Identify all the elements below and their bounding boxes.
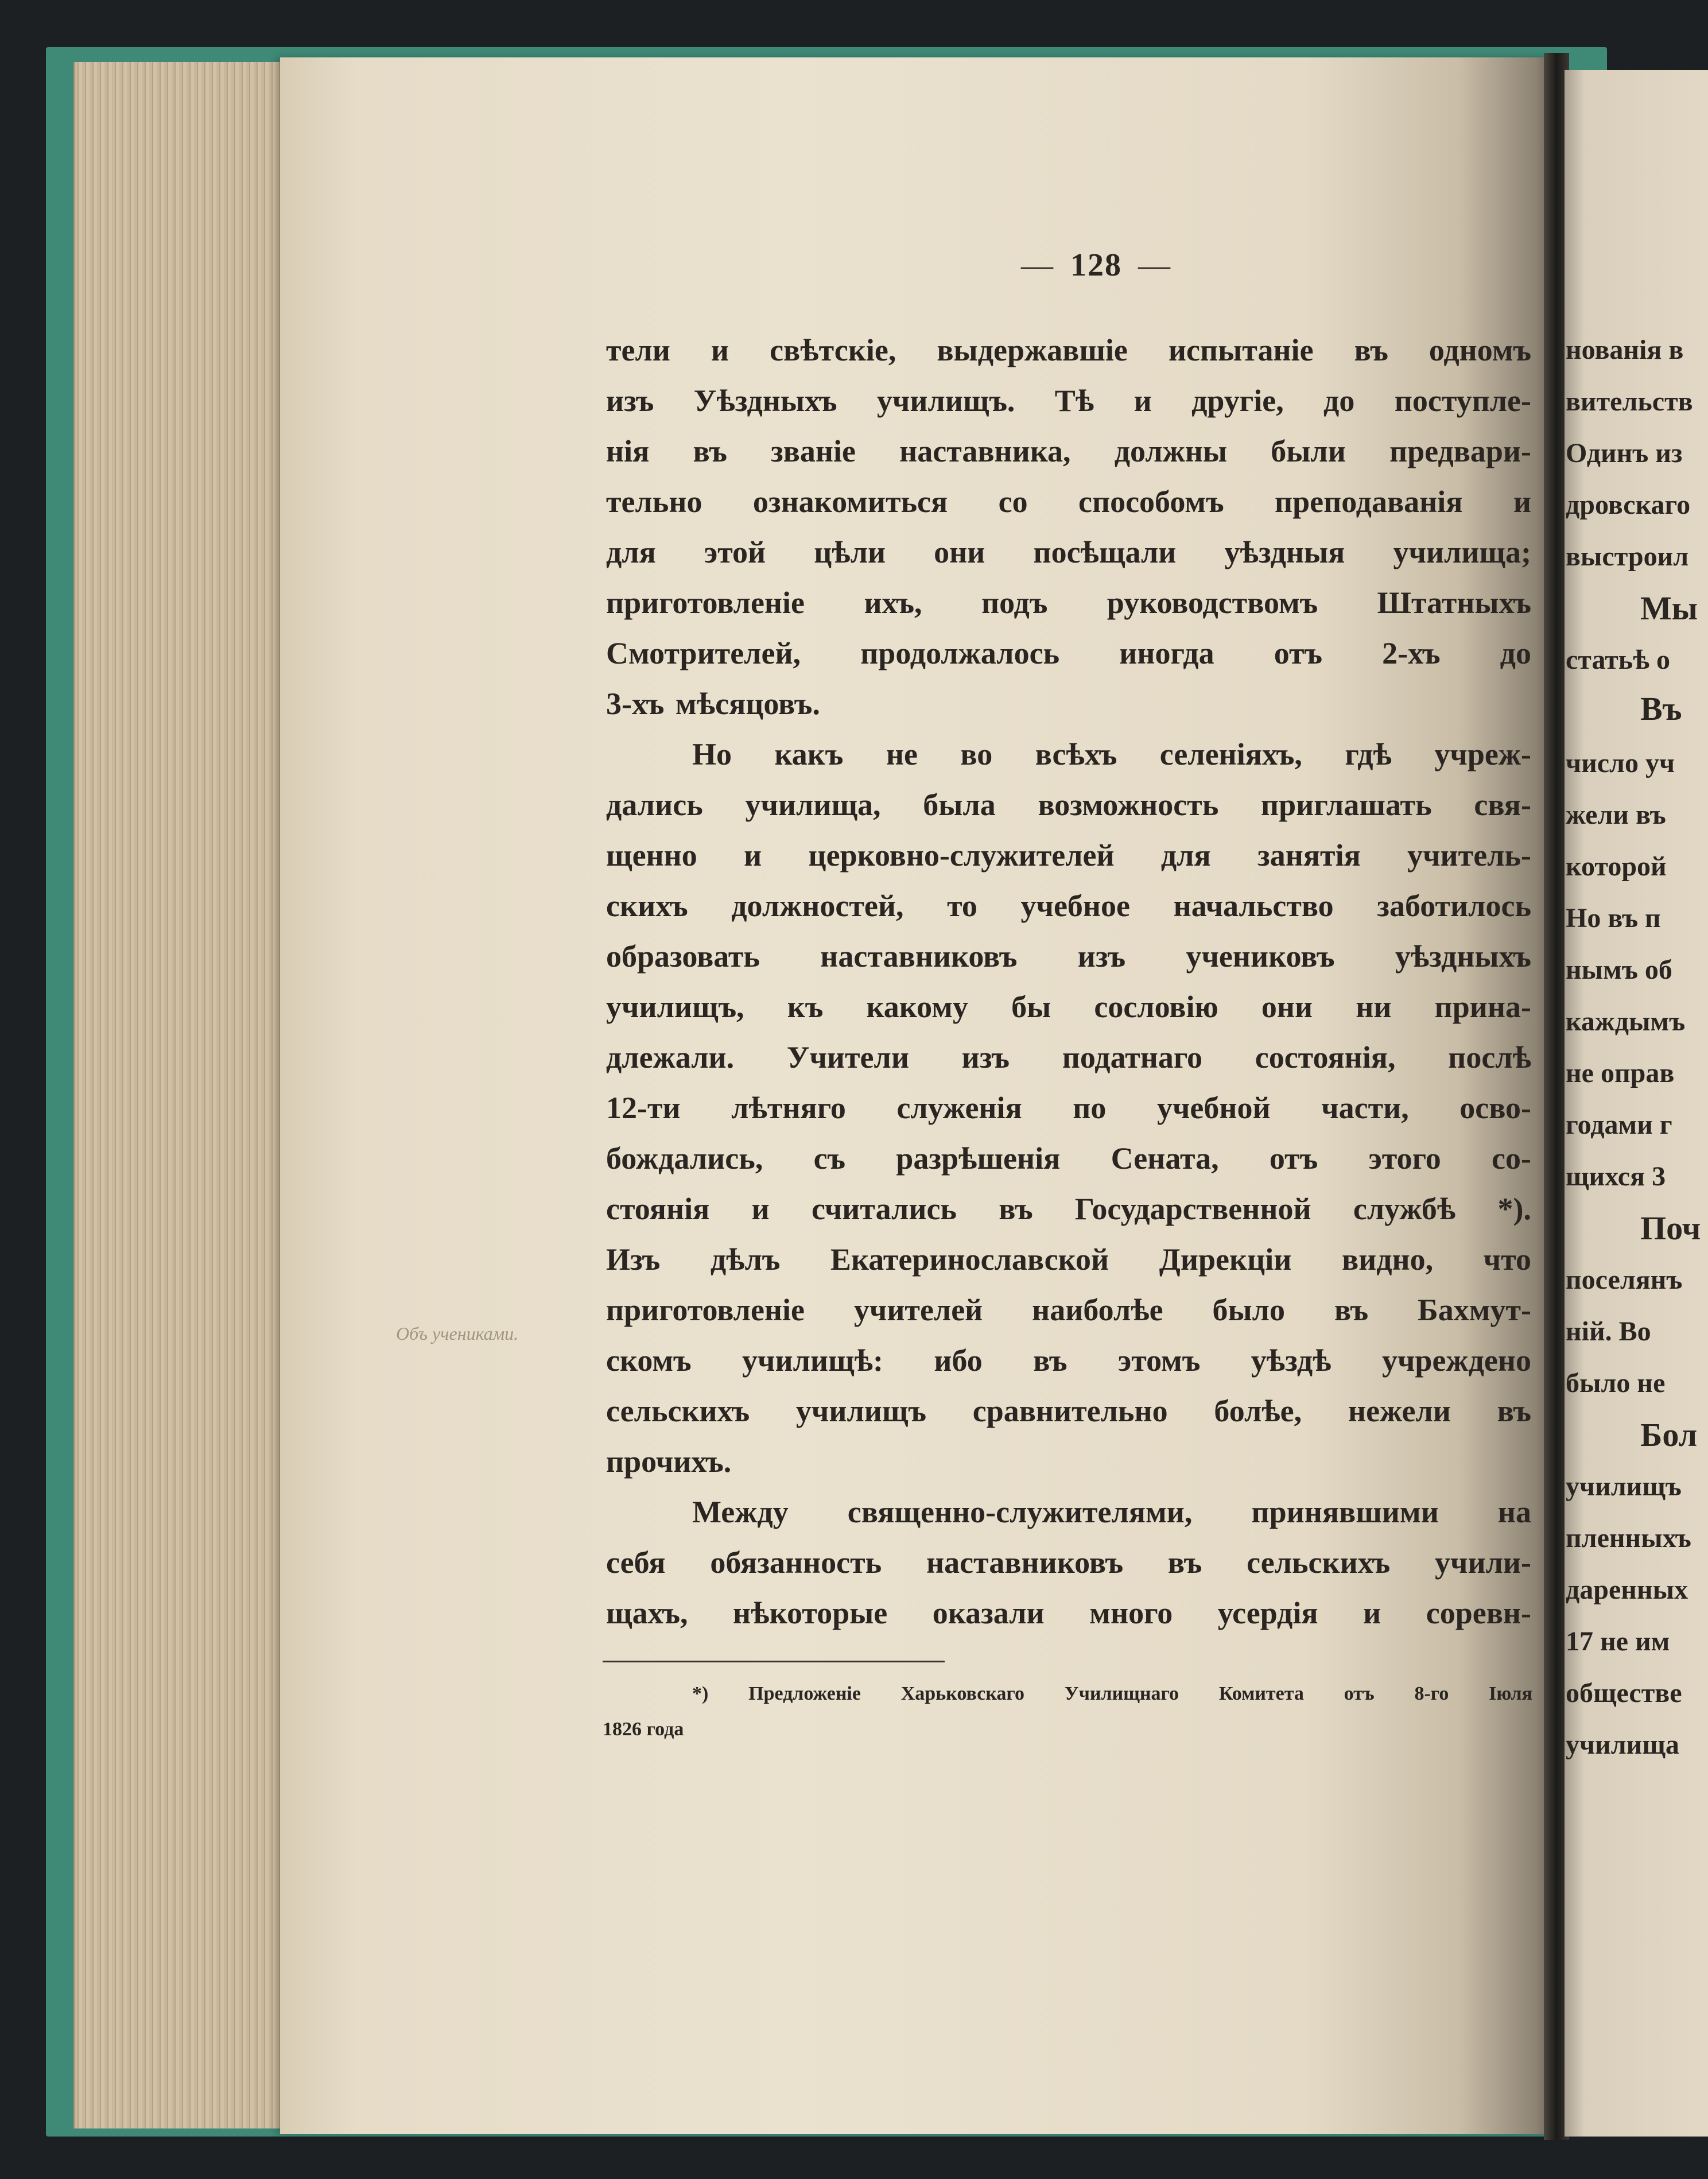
text-line: прочихъ. <box>606 1444 732 1479</box>
right-page-line: училищъ <box>1566 1471 1682 1502</box>
right-page-line: Но въ п <box>1566 903 1661 933</box>
right-page-line: Поч <box>1640 1209 1701 1247</box>
text-line: для этой цѣли они посѣщали уѣздныя училища; <box>606 535 1531 569</box>
page-number: — 128 — <box>1021 247 1171 283</box>
text-line: скихъ должностей, то учебное начальство заботилось <box>606 889 1531 923</box>
text-line: тели и свѣтскіе, выдержавшіе испытаніе въ одномъ <box>606 333 1531 367</box>
right-page-line: нованія в <box>1566 335 1684 365</box>
footnote-divider <box>603 1661 945 1662</box>
text-line: образовать наставниковъ изъ учениковъ уѣздныхъ <box>606 939 1531 974</box>
text-line: изъ Уѣздныхъ училищъ. Тѣ и другіе, до поступле- <box>606 383 1531 418</box>
text-line: училищъ, къ какому бы сословію они ни прина- <box>606 990 1531 1024</box>
right-page-line: не оправ <box>1566 1058 1675 1088</box>
text-line: себя обязанность наставниковъ въ сельскихъ учили- <box>606 1545 1531 1580</box>
right-page-line: поселянъ <box>1566 1265 1683 1295</box>
text-line: длежали. Учители изъ податнаго состоянія, послѣ <box>606 1040 1531 1075</box>
page-number-value: 128 <box>1070 247 1122 283</box>
right-page-line: каждымъ <box>1566 1006 1686 1037</box>
footnote-line: *) Предложеніе Харьковскаго Училищнаго Комитета отъ 8-го Іюля <box>692 1683 1532 1704</box>
right-page-line: Бол <box>1640 1416 1698 1453</box>
right-page-line: Мы <box>1640 590 1698 627</box>
footnote-line: 1826 года <box>603 1719 684 1740</box>
right-page-line: жели въ <box>1566 800 1666 830</box>
text-line: Изъ дѣлъ Екатеринославской Дирекціи видно, что <box>606 1242 1531 1277</box>
right-page-line: Одинъ из <box>1566 438 1683 468</box>
page-edges <box>73 62 293 2128</box>
right-page-line: училища <box>1566 1730 1679 1760</box>
text-line: приготовленіе учителей наиболѣе было въ Бахмут- <box>606 1293 1531 1327</box>
right-page-line: Въ <box>1640 690 1682 727</box>
text-line: щахъ, нѣкоторые оказали много усердія и соревн- <box>606 1596 1531 1630</box>
right-page-line: статьѣ о <box>1566 645 1670 675</box>
text-line: щенно и церковно-служителей для занятія учитель- <box>606 838 1531 873</box>
text-line: сельскихъ училищъ сравнительно болѣе, нежели въ <box>606 1394 1531 1428</box>
right-page-line: было не <box>1566 1368 1666 1398</box>
text-line: скомъ училищѣ: ибо въ этомъ уѣздѣ учреждено <box>606 1343 1531 1378</box>
right-page-line: выстроил <box>1566 541 1689 572</box>
right-page-line: обществе <box>1566 1678 1682 1708</box>
text-line: 12-ти лѣтняго служенія по учебной части, осво- <box>606 1091 1531 1125</box>
body-text <box>606 325 1531 1638</box>
right-page-line: число уч <box>1566 748 1675 778</box>
right-page-line: которой <box>1566 851 1667 882</box>
text-line: тельно ознакомиться со способомъ преподаванія и <box>606 484 1531 519</box>
right-page <box>1565 70 1708 2137</box>
right-page-line: вительств <box>1566 386 1693 417</box>
right-page-line: щихся 3 <box>1566 1161 1666 1192</box>
text-line: бождались, съ разрѣшенія Сената, отъ этого со- <box>606 1141 1531 1176</box>
text-line: Между священно-служителями, принявшими на <box>692 1495 1531 1529</box>
right-page-line: ній. Во <box>1566 1316 1651 1347</box>
right-page-line: 17 не им <box>1566 1626 1670 1657</box>
right-page-line: пленныхъ <box>1566 1523 1691 1553</box>
right-page-line: годами г <box>1566 1110 1672 1140</box>
right-page-line: даренных <box>1566 1575 1688 1605</box>
text-line: дались училища, была возможность приглашать свя- <box>606 788 1531 822</box>
right-page-line: нымъ об <box>1566 955 1672 985</box>
right-page-line: дровскаго <box>1566 490 1691 520</box>
footnote <box>603 1676 1532 1747</box>
text-line: 3-хъ мѣсяцовъ. <box>606 687 820 721</box>
text-line: Смотрителей, продолжалось иногда отъ 2-хъ до <box>606 636 1531 670</box>
text-line: приготовленіе ихъ, подъ руководствомъ Штатныхъ <box>606 586 1531 620</box>
text-line: нія въ званіе наставника, должны были предвари- <box>606 434 1531 468</box>
text-line: стоянія и считались въ Государственной службѣ *). <box>606 1192 1531 1226</box>
text-line: Но какъ не во всѣхъ селеніяхъ, гдѣ учреж- <box>692 737 1531 771</box>
margin-note: Объ учениками. <box>396 1323 519 1344</box>
